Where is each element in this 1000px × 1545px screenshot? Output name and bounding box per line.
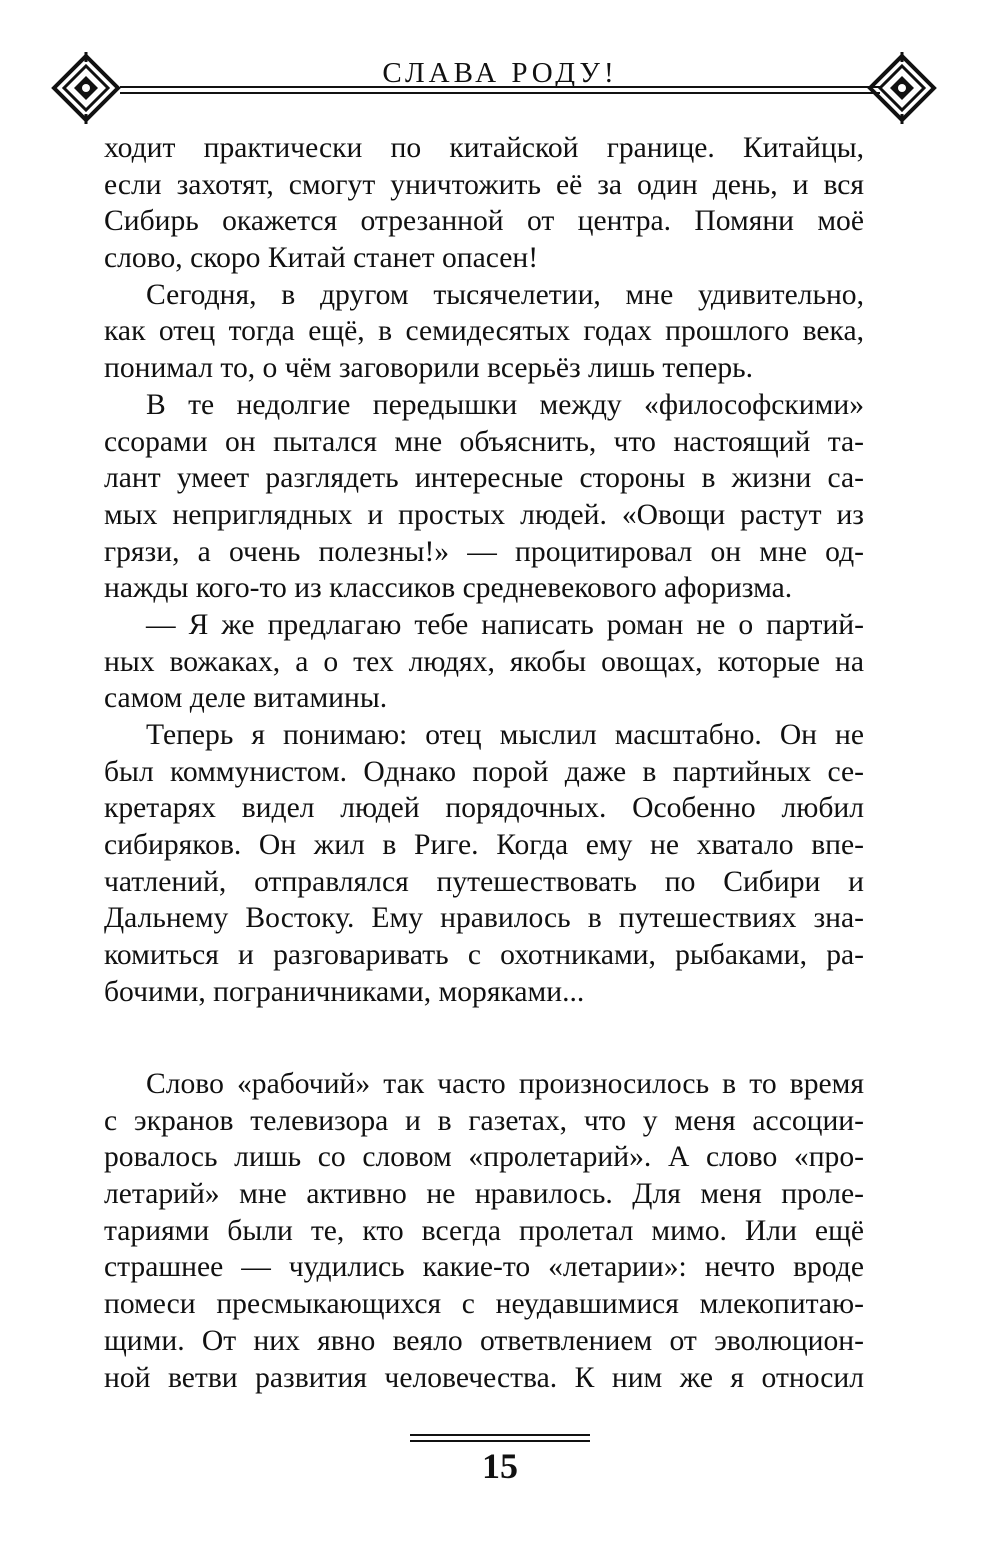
text-line: слово, скоро Китай станет опасен! <box>104 242 539 275</box>
text-line: кретарях видел людей порядочных. Особенно любил <box>104 792 864 825</box>
text-line: грязи, а очень полезны!» — процитировал он мне од- <box>104 535 864 568</box>
footer-rule-top <box>410 1434 590 1436</box>
running-title: СЛАВА РОДУ! <box>382 57 618 89</box>
text-line: Сибирь окажется отрезанной от центра. Помяни моё <box>104 205 864 238</box>
header-rule-bottom <box>120 92 880 94</box>
text-line: Слово «рабочий» так часто произносилось в то время <box>146 1068 864 1100</box>
text-line: ходит практически по китайской границе. Китайцы, <box>104 132 864 164</box>
text-line: с экранов телевизора и в газетах, что у меня ассоции- <box>104 1104 864 1137</box>
text-line: нажды кого-то из классиков средневекового афоризма. <box>104 572 793 605</box>
text-line: Теперь я понимаю: отец мыслил масштабно. Он не <box>146 719 864 751</box>
text-line: ных вожаках, а о тех людях, якобы овощах, которые на <box>104 645 864 678</box>
text-line: лант умеет разглядеть интересные стороны в жизни са- <box>104 462 864 495</box>
text-line: как отец тогда ещё, в семидесятых годах прошлого века, <box>104 315 864 348</box>
text-line: ной ветви развития человечества. К ним же я относил <box>104 1361 864 1394</box>
page-number: 15 <box>482 1446 518 1486</box>
text-line: помеси пресмыкающихся с неудавшимися млекопитаю- <box>104 1288 864 1321</box>
text-line: щими. От них явно веяло ответвлением от эволюцион- <box>104 1324 864 1357</box>
text-line: если захотят, смогут уничтожить её за один день, и вся <box>104 168 864 201</box>
page-header <box>0 0 1000 130</box>
text-line: самом деле витамины. <box>104 682 388 715</box>
text-line: понимал то, о чём заговорили всерьёз лишь теперь. <box>104 352 754 385</box>
text-line: — Я же предлагаю тебе написать роман не о партий- <box>146 608 864 641</box>
text-line: Сегодня, в другом тысячелетии, мне удивительно, <box>146 278 864 311</box>
text-line: комиться и разговаривать с охотниками, рыбаками, ра- <box>104 939 864 972</box>
text-line: тариями были те, кто всегда пролетал мимо. Или ещё <box>104 1214 864 1247</box>
text-line: ровалось лишь со словом «пролетарий». А слово «про- <box>104 1141 864 1174</box>
text-line: бочими, пограничниками, моряками... <box>104 975 585 1008</box>
text-line: был коммунистом. Однако порой даже в партийных се- <box>104 755 864 788</box>
text-line: сибиряков. Он жил в Риге. Когда ему не хватало впе- <box>104 829 864 862</box>
text-line: летарий» мне активно не нравилось. Для меня проле- <box>104 1178 864 1211</box>
text-line: мых неприглядных и простых людей. «Овощи растут из <box>104 498 864 531</box>
text-line: Дальнему Востоку. Ему нравилось в путешествиях зна- <box>104 902 864 935</box>
text-line: В те недолгие передышки между «философскими» <box>146 388 864 421</box>
text-block-1 <box>104 130 864 1011</box>
text-line: страшнее — чудились какие-то «летарии»: нечто вроде <box>104 1251 864 1284</box>
text-line: чатлений, отправлялся путешествовать по Сибири и <box>104 865 864 898</box>
text-line: ссорами он пытался мне объяснить, что настоящий та- <box>104 425 864 458</box>
footer-rule-bottom <box>410 1440 590 1442</box>
text-block-2 <box>104 1066 864 1396</box>
